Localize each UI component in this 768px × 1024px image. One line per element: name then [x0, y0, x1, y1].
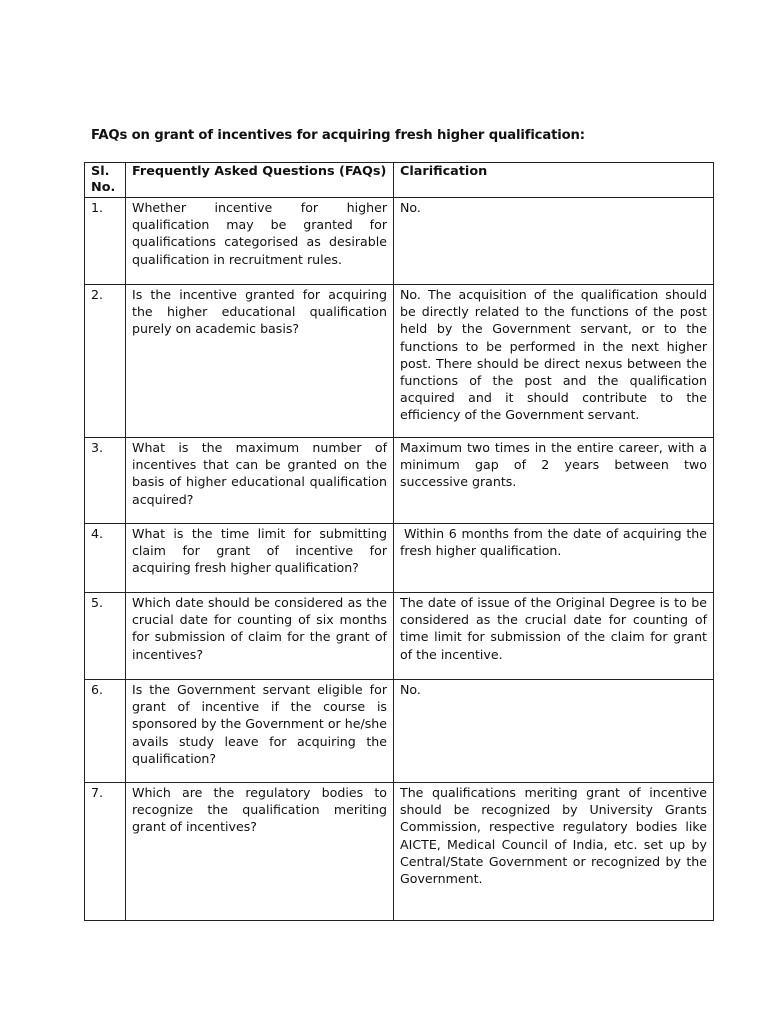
table-row [85, 783, 714, 921]
row-number: 7. [85, 783, 126, 921]
table-row [85, 593, 714, 680]
header-question: Frequently Asked Questions (FAQs) [126, 163, 394, 198]
row-number: 2. [85, 285, 126, 438]
row-clarification: The date of issue of the Original Degree is to be considered as the crucial date for counting of time limit for submission of the claim for grant of the incentive. [394, 593, 714, 680]
row-clarification: No. [394, 198, 714, 285]
row-clarification: The qualifications meriting grant of incentive should be recognized by University Grants Commission, respective regulatory bodies like AICTE, Medical Council of India, etc. set up by Central/State Government or recognized by the Government. [394, 783, 714, 921]
row-question: Whether incentive for higher qualification may be granted for qualifications categorised as desirable qualification in recruitment rules. [126, 198, 394, 285]
header-serial-number: Sl. No. [85, 163, 126, 198]
document-title: FAQs on grant of incentives for acquiring fresh higher qualification: [91, 128, 585, 143]
table-row [85, 198, 714, 285]
table-row [85, 524, 714, 593]
row-question: Is the incentive granted for acquiring the higher educational qualification purely on academic basis? [126, 285, 394, 438]
row-number: 5. [85, 593, 126, 680]
row-clarification: Within 6 months from the date of acquiring the fresh higher qualification. [394, 524, 714, 593]
row-clarification: Maximum two times in the entire career, with a minimum gap of 2 years between two successive grants. [394, 438, 714, 524]
row-question: What is the maximum number of incentives that can be granted on the basis of higher educational qualification acquired? [126, 438, 394, 524]
row-question: Is the Government servant eligible for grant of incentive if the course is sponsored by the Government or he/she avails study leave for acquiring the qualification? [126, 680, 394, 783]
row-question: Which date should be considered as the crucial date for counting of six months for submission of claim for the grant of incentives? [126, 593, 394, 680]
table-row [85, 680, 714, 783]
row-number: 4. [85, 524, 126, 593]
table-row [85, 285, 714, 438]
row-number: 1. [85, 198, 126, 285]
table-row [85, 438, 714, 524]
row-number: 3. [85, 438, 126, 524]
faq-table [84, 162, 714, 921]
table-header-row [85, 163, 714, 198]
row-clarification: No. [394, 680, 714, 783]
row-number: 6. [85, 680, 126, 783]
row-clarification: No. The acquisition of the qualification should be directly related to the functions of the post held by the Government servant, or to the functions to be performed in the next higher post. There should be direct nexus between the functions of the post and the qualification acquired and it should contribute to the efficiency of the Government servant. [394, 285, 714, 438]
row-question: Which are the regulatory bodies to recognize the qualification meriting grant of incentives? [126, 783, 394, 921]
header-clarification: Clarification [394, 163, 714, 198]
row-question: What is the time limit for submitting claim for grant of incentive for acquiring fresh higher qualification? [126, 524, 394, 593]
